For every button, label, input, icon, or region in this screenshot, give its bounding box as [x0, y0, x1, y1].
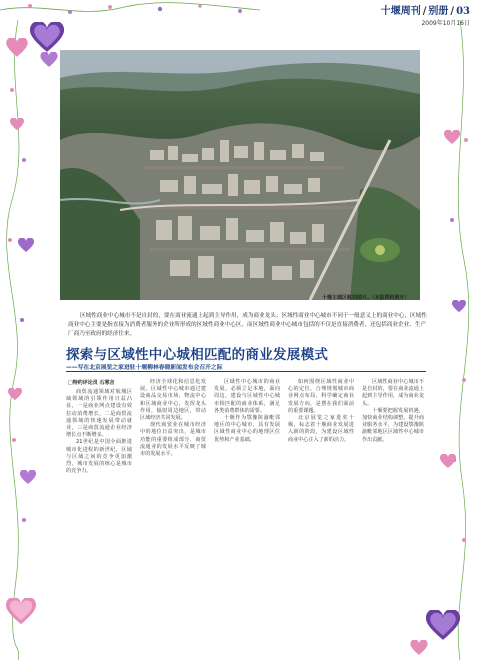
- publication-name: 十堰周刊: [380, 6, 421, 17]
- article-paragraph: 区域性中心城市的商业发展，必须立足本地，面向周边，建设与区域性中心城市相匹配的商业体系，满足各类消费群体的需要。: [214, 379, 280, 414]
- heart-icon: [20, 470, 36, 485]
- heart-icon: [40, 52, 58, 68]
- article-paragraph: 区域性商业中心城市不是自封的，要在商业流通上起到主导作用，成为商业龙头。: [362, 379, 424, 407]
- left-vine-decoration: [0, 20, 40, 660]
- byline-text: 特约评论员 石寒言: [72, 380, 115, 386]
- article-paragraph: 北京展览之家进驻十堰，标志着十堰商业发展进入新的阶段，为建设区域性商业中心注入了新的活力。: [288, 415, 354, 443]
- heart-icon: [30, 22, 64, 54]
- article-paragraph: 21世纪是中国全面推进城市化进程的新世纪，区域与区域之间的竞争更加激烈，城市发展的核心是城市的竞争力。: [66, 439, 132, 475]
- article-column-5: [362, 379, 424, 444]
- heart-icon: [18, 238, 34, 253]
- heart-icon: [426, 610, 460, 642]
- article-column-4: [288, 379, 354, 444]
- article-paragraph: 商贸流通领域对航城区域领域的引领作用日益凸显，一是商业网点建设有效拉动消费增长，二是商贸流通领域的快速发展带动就业，三是商贸流通企业经济增长点不断增多。: [66, 389, 132, 439]
- subheadline: ——写在北京展览之家进驻十堰柳林春晓新闻发布会召开之际: [66, 365, 223, 371]
- byline: □特约评论员 石寒言: [68, 380, 115, 386]
- heart-icon: [444, 130, 460, 145]
- section-name: 别册: [428, 6, 449, 17]
- heart-icon: [410, 640, 428, 656]
- heart-icon: [6, 38, 28, 58]
- issue-date: 2009年10月16日: [421, 20, 470, 27]
- article-paragraph: 经济全球化和信息化发展，区域性中心城市通过建设商品交易市场、物流中心和区域商业中心，发挥龙头作用，辐射周边地区，带动区域经济共同发展。: [140, 379, 206, 422]
- aerial-city-photo: [60, 50, 420, 300]
- article-paragraph: 现代商贸业在城市经济中的地位日益突出，是城市功能的重要组成部分，商贸流通业的发展水平反映了城市的发展水平。: [140, 422, 206, 458]
- lead-paragraph: 区域性商业中心城市不是自封的，要在商业流通上起到主导作用，成为商业龙头；区域性商业中心城市不同于一般意义上的商业中心，区域性商业中心主要是指直接为消费者服务的企业所形成的区域性商业中心区，而区域性商业中心城市包括的不仅是直接消费者，还包括商业企业、生产厂商乃至政府的经济往来。: [68, 313, 427, 337]
- article-paragraph: 十堰要把握发展机遇，加快商业结构调整，提升商业服务水平，为建设鄂豫陕渝毗邻地区区域性中心城市作出贡献。: [362, 407, 424, 443]
- right-vine-decoration: [438, 20, 478, 660]
- article-paragraph: 十堰作为鄂豫陕渝毗邻地区的中心城市，具有发展区域性商业中心的地理区位优势和产业基础。: [214, 415, 280, 443]
- heart-icon: [6, 598, 36, 626]
- article-paragraph: 如何围绕区域性商业中心的定位，合理规划城市商业网点布局，科学确定商业发展方向，是摆在我们面前的重要课题。: [288, 379, 354, 414]
- page-number: 03: [456, 6, 470, 17]
- heart-icon: [440, 454, 456, 469]
- masthead: [381, 2, 470, 27]
- headline: 探索与区域性中心城相匹配的商业发展模式: [66, 347, 329, 363]
- heart-icon: [452, 300, 466, 313]
- article-column-3: [214, 379, 280, 444]
- heart-icon: [10, 118, 24, 131]
- masthead-title: 十堰周刊 / 别册 / 03: [380, 6, 470, 17]
- article-column-2: [140, 379, 206, 458]
- article-column-1: [66, 389, 132, 475]
- heart-icon: [8, 388, 22, 401]
- photo-caption: 十堰主城区航拍图片。（本报资料照片）: [322, 295, 410, 301]
- headline-rule: [66, 371, 426, 372]
